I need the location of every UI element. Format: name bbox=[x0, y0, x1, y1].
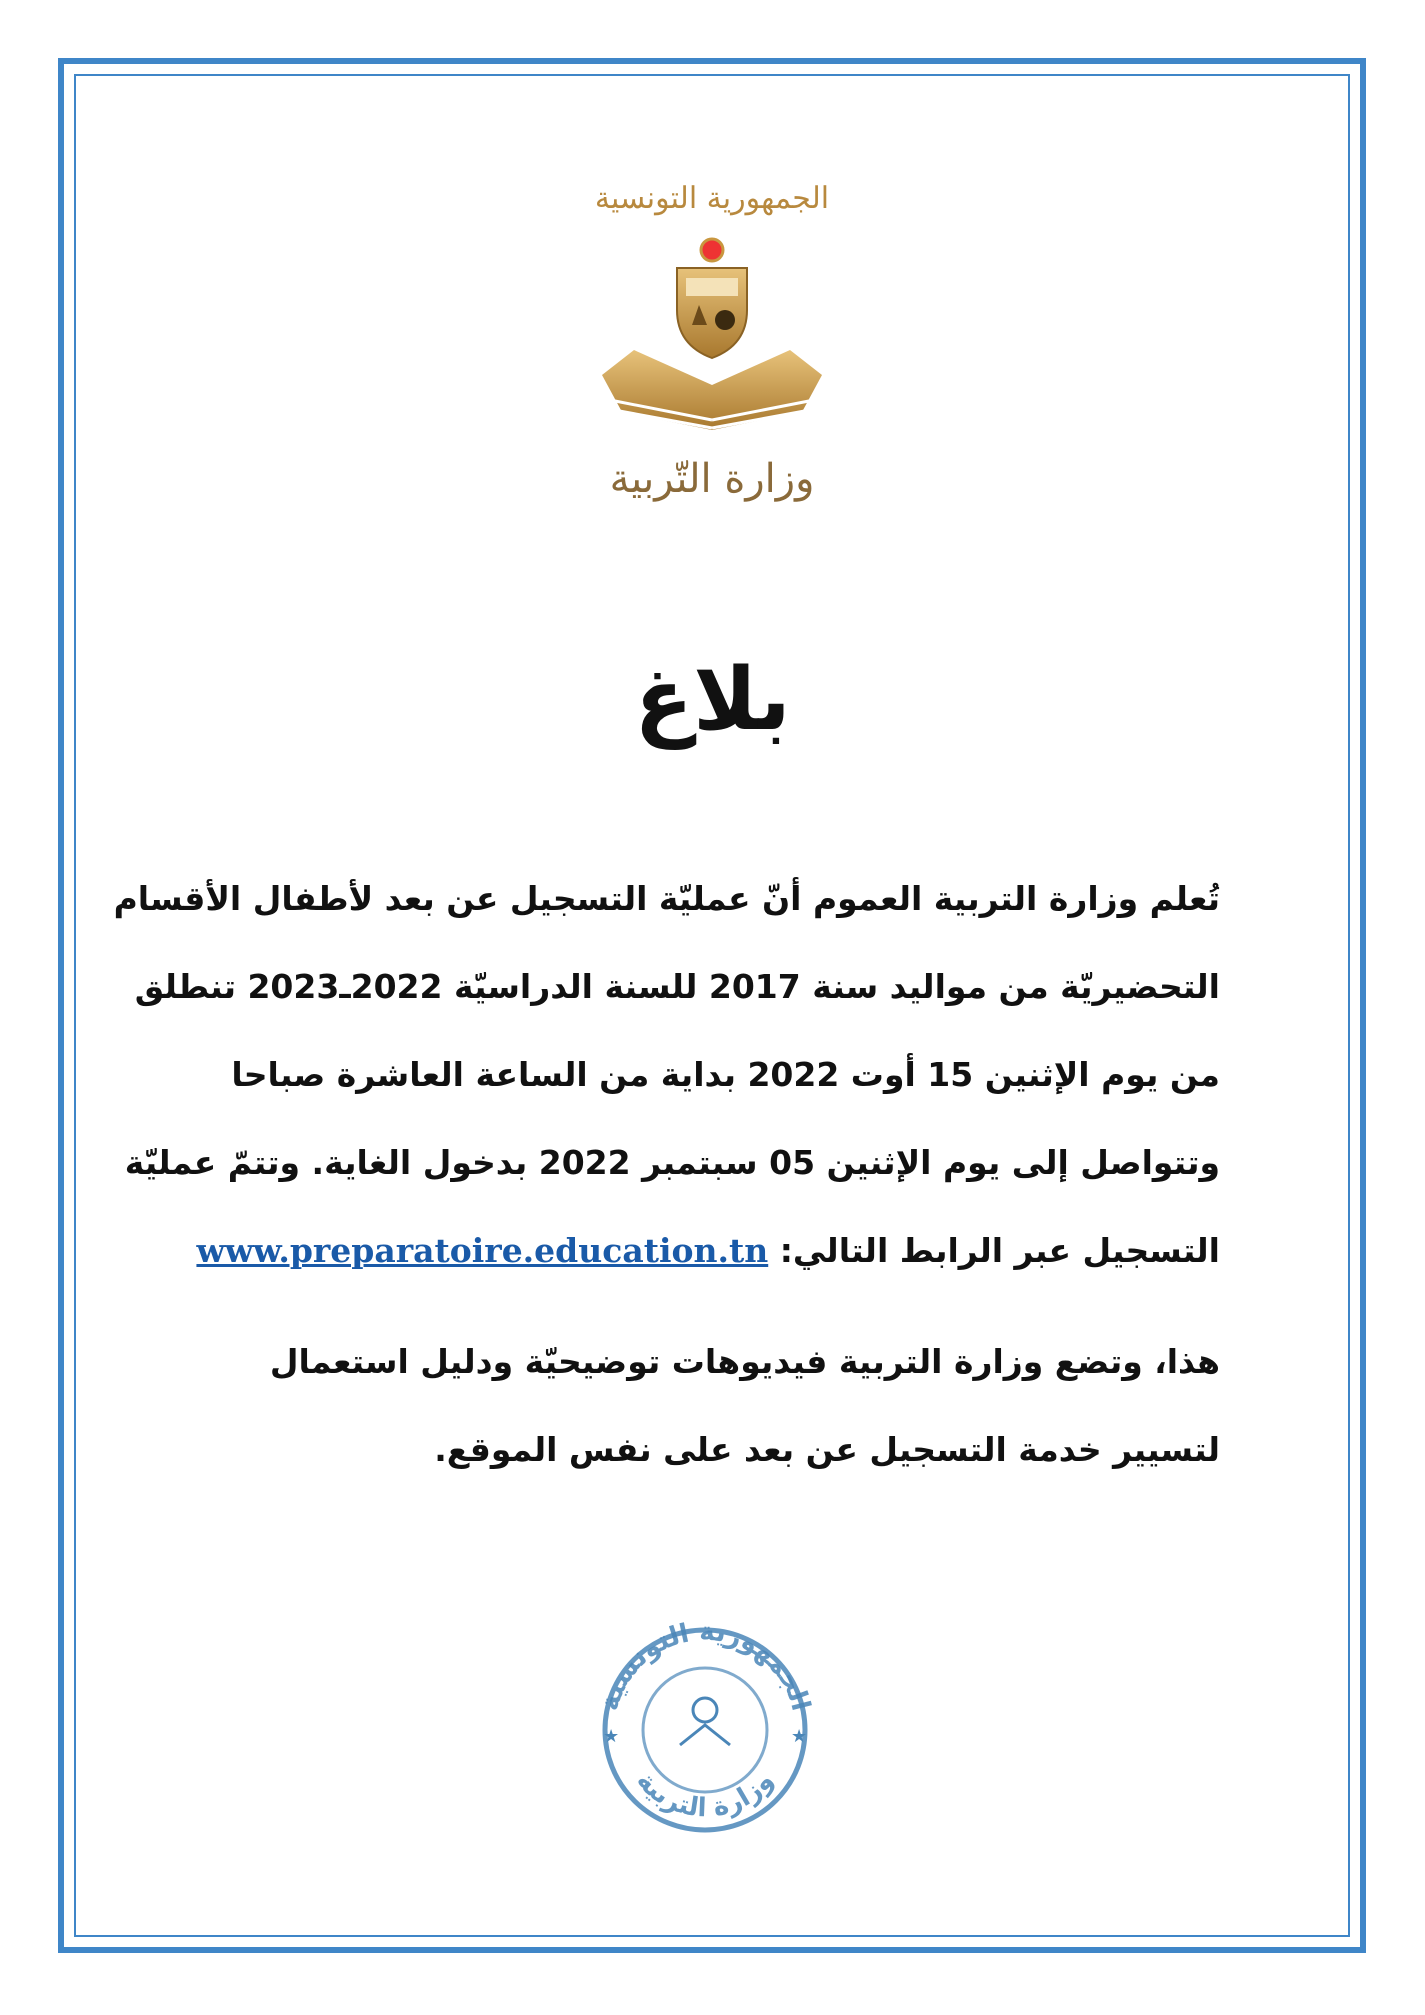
ministry-name-text: وزارة التّربية bbox=[609, 456, 815, 502]
stamp-icon bbox=[585, 1610, 825, 1840]
announcement-line: وتتواصل إلى يوم الإثنين 05 سبتمبر 2022 بدخول الغاية. وتتمّ عمليّة bbox=[124, 1143, 1220, 1182]
announcement-line: التحضيريّة من مواليد سنة 2017 للسنة الدراسيّة 2022ـ2023 تنطلق bbox=[134, 967, 1220, 1006]
note-line: لتسيير خدمة التسجيل عن بعد على نفس الموقع. bbox=[434, 1430, 1220, 1469]
stamp-top-text: الجمهورية التونسية bbox=[594, 1616, 816, 1715]
ministry-logo bbox=[562, 180, 862, 510]
note-line: هذا، وتضع وزارة التربية فيديوهات توضيحيّة ودليل استعمال bbox=[269, 1342, 1220, 1381]
announcement-link-line bbox=[196, 1207, 1220, 1295]
republic-text: الجمهورية التونسية bbox=[594, 181, 830, 216]
stamp-bottom-text: وزارة التربية bbox=[630, 1765, 780, 1824]
ministry-emblem-icon bbox=[562, 180, 862, 510]
note-paragraph bbox=[220, 1318, 1220, 1494]
announcement-line: من يوم الإثنين 15 أوت 2022 بداية من الساعة العاشرة صباحا bbox=[231, 1055, 1220, 1094]
link-prefix-text: التسجيل عبر الرابط التالي: bbox=[779, 1231, 1220, 1270]
registration-link[interactable]: www.preparatoire.education.tn bbox=[196, 1231, 769, 1270]
official-stamp bbox=[585, 1610, 825, 1840]
announcement-line: تُعلم وزارة التربية العموم أنّ عمليّة التسجيل عن بعد لأطفال الأقسام bbox=[113, 879, 1220, 918]
announcement-paragraph bbox=[113, 855, 1220, 1295]
page-title: بلاغ bbox=[634, 650, 791, 750]
svg-text:★: ★ bbox=[791, 1726, 808, 1747]
svg-text:★: ★ bbox=[603, 1726, 620, 1747]
